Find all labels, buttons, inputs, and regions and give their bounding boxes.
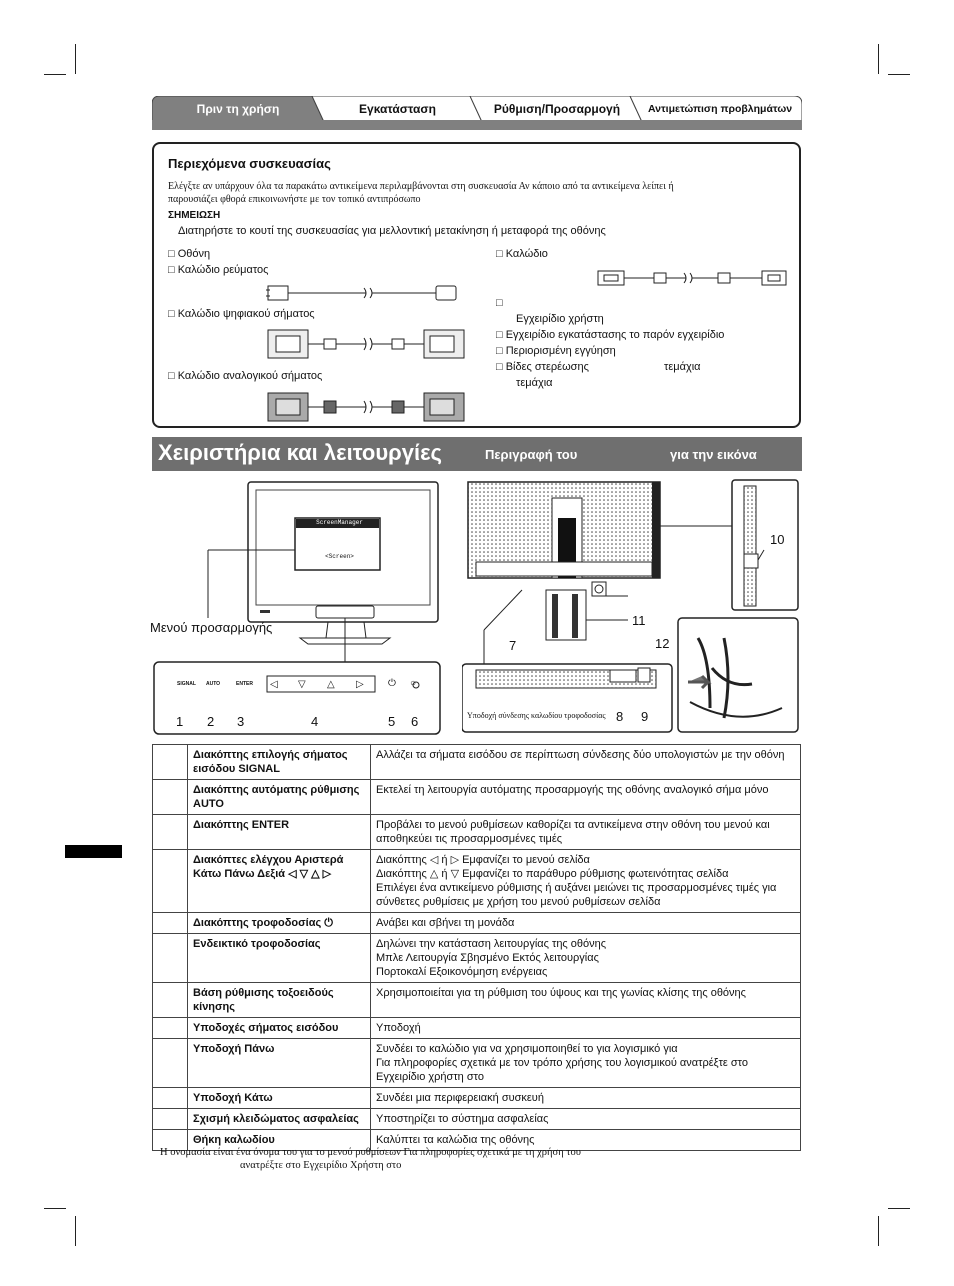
- control-name: Υποδοχή Κάτω: [188, 1088, 371, 1109]
- table-row: [153, 1018, 801, 1039]
- control-description: Δηλώνει την κατάσταση λειτουργίας της οθόνης Μπλε Λειτουργία Σβησμένο Εκτός λειτουργίας Πορτοκαλί Εξοικονόμηση ενέργειας: [371, 934, 801, 983]
- control-name: Διακόπτης αυτόματης ρύθμισης AUTO: [188, 780, 371, 815]
- row-number-cell: [153, 1109, 188, 1130]
- led-icon: ○: [410, 678, 417, 689]
- table-row: [153, 934, 801, 983]
- control-description: Προβάλει το μενού ρυθμίσεων καθορίζει τα αντικείμενα στην οθόνη του μενού και αποθηκεύει τις προσαρμοσμένες τιμές: [371, 815, 801, 850]
- list-item: □ Καλώδιο ψηφιακού σήματος: [168, 308, 315, 320]
- osd-title: ScreenManager: [316, 519, 363, 526]
- tab-setup[interactable]: Ρύθμιση/Προσαρμογή: [493, 102, 621, 116]
- list-item-qty: τεμάχια: [664, 361, 701, 373]
- table-row: [153, 815, 801, 850]
- monitor-back-illustration: [462, 478, 802, 736]
- control-description: Ανάβει και σβήνει τη μονάδα: [371, 913, 801, 934]
- callout-3: 3: [237, 714, 245, 729]
- note-text: Διατηρήστε το κουτί της συσκευασίας για μελλοντική μετακίνηση ή μεταφορά της οθόνης: [178, 225, 606, 237]
- crop-mark: [75, 44, 76, 74]
- package-contents-box: [152, 142, 801, 428]
- left-arrow-button[interactable]: ◁: [270, 679, 278, 690]
- socket-caption: Υποδοχή σύνδεσης καλωδίου τροφοδοσίας: [467, 711, 606, 720]
- control-description: Υποστηρίζει το σύστημα ασφαλείας: [371, 1109, 801, 1130]
- callout-8: 8: [616, 709, 624, 724]
- table-row: [153, 780, 801, 815]
- control-name: Ενδεικτικό τροφοδοσίας: [188, 934, 371, 983]
- package-intro-2: παρουσιάζει φθορά επικοινωνήστε με τον τοπικό αντιπρόσωπο: [168, 194, 421, 205]
- row-number-cell: [153, 983, 188, 1018]
- list-item: □ Περιορισμένη εγγύηση: [496, 345, 616, 357]
- footnote: [160, 1146, 581, 1172]
- crop-mark: [888, 74, 910, 75]
- control-name: Θήκη καλωδίου: [188, 1130, 371, 1151]
- crop-mark: [44, 74, 66, 75]
- callout-11: 11: [632, 613, 646, 628]
- control-description: Υποδοχή: [371, 1018, 801, 1039]
- digital-cable-illustration: [266, 326, 466, 362]
- control-description: Εκτελεί τη λειτουργία αυτόματης προσαρμογής της οθόνης αναλογικό σήμα μόνο: [371, 780, 801, 815]
- row-number-cell: [153, 815, 188, 850]
- crop-mark: [44, 1208, 66, 1209]
- callout-4: 4: [311, 714, 319, 729]
- table-row: [153, 1109, 801, 1130]
- table-row: [153, 850, 801, 913]
- row-number-cell: [153, 1039, 188, 1088]
- list-item: □ Καλώδιο αναλογικού σήματος: [168, 370, 323, 382]
- package-intro: Ελέγξτε αν υπάρχουν όλα τα παρακάτω αντικείμενα περιλαμβάνονται στη συσκευασία Αν κάποιο από τα αντικείμενα λείπει ή: [168, 181, 674, 192]
- control-name: Βάση ρύθμισης τοξοειδούς κίνησης: [188, 983, 371, 1018]
- up-arrow-button[interactable]: △: [327, 679, 335, 690]
- list-item: □ Καλώδιο: [496, 248, 548, 260]
- callout-6: 6: [411, 714, 419, 729]
- tab-bar: [152, 96, 802, 134]
- table-row: [153, 1088, 801, 1109]
- control-name: Διακόπτης τροφοδοσίας ⏻: [188, 913, 371, 934]
- row-number-cell: [153, 745, 188, 780]
- callout-9: 9: [641, 709, 649, 724]
- thumb-index-bar: [65, 845, 122, 858]
- controls-table: [152, 744, 801, 1151]
- callout-2: 2: [207, 714, 215, 729]
- osd-item: <Screen>: [325, 553, 354, 560]
- list-item-sub: Εγχειρίδιο χρήστη: [516, 313, 604, 325]
- analog-cable-illustration: [266, 390, 466, 424]
- usb-cable-illustration: [596, 268, 790, 288]
- table-row: [153, 1039, 801, 1088]
- list-item-qty: τεμάχια: [516, 377, 553, 389]
- control-description: Καλύπτει τα καλώδια της οθόνης: [371, 1130, 801, 1151]
- tab-installation[interactable]: Εγκατάσταση: [359, 102, 436, 116]
- row-number-cell: [153, 913, 188, 934]
- callout-1: 1: [176, 714, 184, 729]
- section-title: Χειριστήρια και λειτουργίες: [158, 440, 442, 465]
- power-cable-illustration: [266, 282, 466, 304]
- row-number-cell: [153, 850, 188, 913]
- control-name: Διακόπτης επιλογής σήματος εισόδου SIGNAL: [188, 745, 371, 780]
- callout-12: 12: [655, 636, 670, 651]
- auto-button[interactable]: AUTO: [206, 681, 221, 687]
- callout-7: 7: [509, 638, 517, 653]
- list-item: □: [496, 297, 503, 309]
- callout-10: 10: [770, 532, 785, 547]
- right-arrow-button[interactable]: ▷: [356, 679, 364, 690]
- tab-underline: [152, 120, 802, 130]
- package-title: Περιεχόμενα συσκευασίας: [168, 156, 331, 171]
- crop-mark: [888, 1208, 910, 1209]
- control-name: Υποδοχή Πάνω: [188, 1039, 371, 1088]
- control-description: Συνδέει το καλώδιο για να χρησιμοποιηθεί το για λογισμικό για Για πληροφορίες σχετικά με τον τρόπο χρήσης του λογισμικού ανατρέξτε στο Εγχειρίδιο χρήστη στο: [371, 1039, 801, 1088]
- row-number-cell: [153, 1088, 188, 1109]
- footnote-line-2: ανατρέξτε στο Εγχειρίδιο Χρήστη στο: [240, 1160, 402, 1171]
- tab-troubleshooting[interactable]: Αντιμετώπιση προβλημάτων: [647, 103, 793, 115]
- list-item: □ Βίδες στερέωσης: [496, 361, 589, 373]
- control-name: Διακόπτης ENTER: [188, 815, 371, 850]
- control-name: Σχισμή κλειδώματος ασφαλείας: [188, 1109, 371, 1130]
- callout-5: 5: [388, 714, 396, 729]
- section-subtitle-1: Περιγραφή του: [485, 447, 578, 462]
- list-item: □ Καλώδιο ρεύματος: [168, 264, 269, 276]
- monitor-front-illustration: [150, 478, 445, 738]
- table-row: [153, 745, 801, 780]
- row-number-cell: [153, 1018, 188, 1039]
- down-arrow-button[interactable]: ▽: [298, 679, 306, 690]
- footnote-line-1: Η ονομασία είναι ένα όνομα του για το μενού ρυθμίσεων Για πληροφορίες σχετικά με τη χρήση του: [160, 1147, 581, 1158]
- list-item: □ Εγχειρίδιο εγκατάστασης το παρόν εγχειρίδιο: [496, 329, 725, 341]
- section-subtitle-2: για την εικόνα: [670, 447, 757, 462]
- section-header: [152, 437, 802, 471]
- crop-mark: [878, 1216, 879, 1246]
- row-number-cell: [153, 780, 188, 815]
- control-description: Συνδέει μια περιφερειακή συσκευή: [371, 1088, 801, 1109]
- list-item: □ Οθόνη: [168, 248, 211, 260]
- table-row: [153, 913, 801, 934]
- signal-button[interactable]: SIGNAL: [177, 681, 196, 687]
- power-icon[interactable]: ⏻: [388, 678, 396, 689]
- control-description: Διακόπτης ◁ ή ▷ Εμφανίζει το μενού σελίδα Διακόπτης △ ή ▽ Εμφανίζει το παράθυρο ρύθμισης φωτεινότητας σελίδα Επιλέγει ένα αντικείμενο ρύθμισης ή αυξάνει μειώνει τις προσαρμοσμένες τιμές για σύνθετες ρυθμίσεις με χρήση του μενού ρυθμίσεων σελίδα: [371, 850, 801, 913]
- table-row: [153, 983, 801, 1018]
- note-label: ΣΗΜΕΙΩΣΗ: [168, 210, 221, 221]
- row-number-cell: [153, 934, 188, 983]
- control-name: Διακόπτες ελέγχου Αριστερά Κάτω Πάνω Δεξιά ◁ ▽ △ ▷: [188, 850, 371, 913]
- tab-before-use[interactable]: Πριν τη χρήση: [196, 102, 280, 116]
- crop-mark: [878, 44, 879, 74]
- enter-button[interactable]: ENTER: [236, 681, 253, 687]
- control-name: Υποδοχές σήματος εισόδου: [188, 1018, 371, 1039]
- control-description: Αλλάζει τα σήματα εισόδου σε περίπτωση σύνδεσης δύο υπολογιστών με την οθόνη: [371, 745, 801, 780]
- menu-label: Μενού προσαρμογής: [150, 620, 273, 635]
- crop-mark: [75, 1216, 76, 1246]
- control-description: Χρησιμοποιείται για τη ρύθμιση του ύψους και της γωνίας κλίσης της οθόνης: [371, 983, 801, 1018]
